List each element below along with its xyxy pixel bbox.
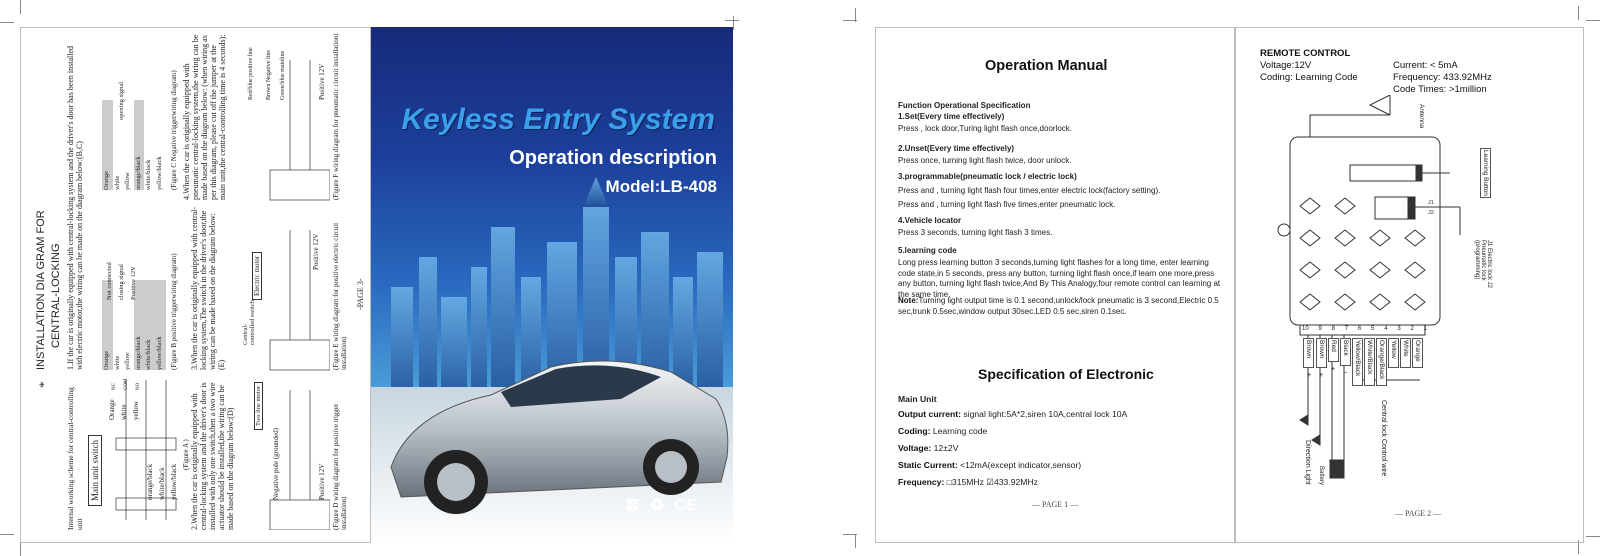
learning-button-label: Learning Button xyxy=(1482,150,1489,196)
label-closing-signal: closing signal xyxy=(118,264,125,300)
remote-control-title: REMOTE CONTROL xyxy=(1260,48,1351,59)
spec-frequency: Frequency: □315MHz ☑433.92MHz xyxy=(898,477,1038,487)
cover-model: Model:LB-408 xyxy=(605,177,717,196)
wire-table-c: Orange white yellow orange/black white/black yellow/black xyxy=(102,100,166,190)
sign-plus-1: + xyxy=(1307,372,1312,379)
ce-mark: CE xyxy=(674,497,697,514)
para-4: 4.When the car is originally equipped with pneumatic central-locking system,the wiring can be made based on the diagram below: (when wiring as per this diagram, please cut off the jumper at the main unit,the central-controlling time is 4 seconds): xyxy=(182,34,227,200)
crop-mark xyxy=(0,534,14,535)
positive-12v-d: Positive 12V xyxy=(318,463,326,500)
wire-table-b: Orange white yellow orange/black white/black yellow/black xyxy=(102,280,166,370)
para-2: 2.When the car is originally equipped with central-locking system and the driver's door is installed with only one switch,then a two wire actuator should be installed,the wiring can be made based on the diagram below:(D) xyxy=(190,382,235,530)
crop-mark xyxy=(1586,20,1600,21)
sign-plus-3: + xyxy=(1331,366,1336,373)
spec-voltage: Voltage: 12±2V xyxy=(898,443,959,453)
function-heading: Function Operational Specification xyxy=(898,101,1031,110)
page-1-number: — PAGE 1 — xyxy=(1032,500,1079,509)
wire-white-black-a: white/black xyxy=(158,467,166,500)
rc-current: Current: < 5mA xyxy=(1393,60,1458,71)
spec-coding: Coding: Learning code xyxy=(898,426,988,436)
battery-label: Battery xyxy=(1318,466,1324,486)
central-switch-label: Central-controlled switch xyxy=(242,300,256,345)
cover-panel xyxy=(371,27,733,543)
spec-title: Specification of Electronic xyxy=(978,366,1154,382)
main-unit-label: Main Unit xyxy=(898,394,937,404)
positive-12v-e: Positive 12V xyxy=(312,233,320,270)
crop-mark xyxy=(733,16,734,30)
section-2-title: 2.Unset(Every time effectively) xyxy=(898,144,1015,153)
antenna-label: Antenna xyxy=(1418,104,1425,129)
wire-yellow-black-a: yellow/black xyxy=(170,463,178,500)
section-1-body: Press , lock door,Turing light flash once,doorlock. xyxy=(898,124,1073,133)
para-3: 3.When the car is originally equipped with central-locking system,The switch in the driver's door,the wiring can be made based on the diagram below:(E) xyxy=(190,206,226,370)
wire-orange-a: Orange xyxy=(108,399,116,420)
bullet: * xyxy=(36,381,51,388)
figure-f-caption: (Figure F wiring diagram for pneumatic circuit installation) xyxy=(332,33,340,200)
cover-title: Keyless Entry System xyxy=(401,103,715,136)
weee-icon: ⊠ xyxy=(626,497,640,514)
label-not-connected: Not connected xyxy=(106,262,113,300)
crop-mark xyxy=(20,542,21,556)
crop-mark xyxy=(1578,6,1579,20)
rc-code-times: Code Times: >1million xyxy=(1393,84,1487,95)
figure-d-caption: (Figure D wiring diagram for positive trigger installation) xyxy=(332,403,348,530)
wire-label-4: Orange/Black xyxy=(1376,338,1387,386)
label-com: COM xyxy=(124,378,129,390)
wire-label-1: Orange xyxy=(1412,338,1423,368)
label-opening-signal: opening signal xyxy=(118,81,125,120)
section-1-title: 1.Set(Every time effectively) xyxy=(898,112,1005,121)
jumper-description: J1 Electric lock J2 Pneumatic lock (programming) xyxy=(1474,240,1492,289)
label-nc: NC xyxy=(112,383,117,390)
figure-e-caption: (Figure E wiring diagram for positive electric circuit installation) xyxy=(332,222,348,370)
wire-label-8: Red xyxy=(1328,338,1339,362)
negative-pole-label: Negative pole (grounded) xyxy=(272,428,280,500)
figure-def-diagram xyxy=(250,30,330,530)
wire-label-9: Brown xyxy=(1316,338,1327,368)
section-4-body: Press 3 seconds, turning light flash 3 times. xyxy=(898,228,1053,237)
wire-white-a: white xyxy=(120,404,128,420)
section-5-title: 5.learning code xyxy=(898,246,957,255)
j2-label: J2 xyxy=(1428,210,1434,216)
note xyxy=(898,296,1228,317)
figure-a-diagram xyxy=(106,370,181,530)
page-3-content xyxy=(22,28,370,540)
cover-subtitle: Operation description xyxy=(509,147,717,169)
page-3-rotated xyxy=(22,28,370,540)
wire-label-10: Brown xyxy=(1303,338,1314,368)
j1-label: J1 xyxy=(1428,200,1434,206)
note-text: Turning light output time is 0.1 second,unlock/lock pneumatic is 3 second,Electric 0.5 sec,trunk 0.5sec,window output 30sec.LED 0.5 sec,siren 0.1sec. xyxy=(898,296,1219,316)
recycle-icon: ♻ xyxy=(649,497,665,514)
green-blue-label: Green/blue mainline xyxy=(280,50,286,100)
crop-mark xyxy=(725,20,739,21)
wire-yellow-a: yellow xyxy=(132,400,140,420)
direction-light-label: Direction Light xyxy=(1304,440,1311,485)
main-unit-switch: Main unit switch xyxy=(88,435,102,506)
central-lock-label: Central lock Control wire xyxy=(1380,400,1387,477)
page-2-number: — PAGE 2 — xyxy=(1395,509,1442,518)
sign-minus: − xyxy=(1343,370,1348,377)
section-4-title: 4.Vehicle locator xyxy=(898,216,962,225)
spec-output-current: Output current: signal light:5A*2,siren 10A,central lock 10A xyxy=(898,409,1128,419)
wire-label-5: White/Black xyxy=(1364,338,1375,386)
brown-label: Brown Negative line xyxy=(266,50,272,100)
crop-mark xyxy=(843,534,857,535)
certification-marks xyxy=(626,495,697,515)
page-3-number: -PAGE 3- xyxy=(356,278,365,310)
red-blue-label: Red/blue positive line xyxy=(248,47,254,100)
section-5-body: Long press learning button 3 seconds,turning light flashes for a long time, enter learning code state,in 5 seconds, press any button, turning light flash once,if learn one more,press any button, turning light flash twice,And By This Analogy,four remote control can learning at the same time. xyxy=(898,258,1221,299)
section-3-body: Press and , turning light flash four times,enter electric lock(factory setting). xyxy=(898,186,1161,195)
section-3-title: 3.programmable(pneumatic lock / electric lock) xyxy=(898,172,1077,181)
figure-c-caption: (Figure C Negative triggerwiring diagram) xyxy=(170,70,178,190)
wire-label-7: Black xyxy=(1340,338,1351,366)
rc-coding: Coding: Learning Code xyxy=(1260,72,1358,83)
rc-voltage: Voltage:12V xyxy=(1260,60,1312,71)
electric-motor-label: Electric motor xyxy=(252,252,262,300)
section-3b-body: Press and , turning light flash five times,enter pneumatic lock. xyxy=(898,200,1116,209)
note-label: Note: xyxy=(898,296,919,305)
page-3-heading: INSTALLATION DIA GRAM FOR CENTRAL-LOCKING xyxy=(35,210,62,370)
figure-a-caption: (Figure A ) xyxy=(182,439,190,470)
label-no: NO xyxy=(136,382,141,390)
crop-mark xyxy=(0,22,14,23)
positive-12v-f: Positive 12V xyxy=(318,63,326,100)
wire-label-6: Yellow/Black xyxy=(1352,338,1363,386)
crop-mark xyxy=(1586,536,1600,537)
wire-orange-black-a: orange/black xyxy=(146,463,154,500)
crop-mark xyxy=(20,0,21,14)
label-positive-12v: Positive 12V xyxy=(130,266,137,300)
para-1: 1.If the car is originally equipped with central-locking system and the driver's door has been installed with electric motor,the wiring can be made on the diagram below:(B,C) xyxy=(66,45,84,370)
wire-label-3: Yellow xyxy=(1388,338,1399,368)
crop-mark xyxy=(843,20,857,21)
pin-row: 10 9 8 7 6 5 4 3 2 1 xyxy=(1302,326,1427,332)
section-2-body: Press once, turning light flash twice, door unlock. xyxy=(898,156,1072,165)
wire-label-2: White xyxy=(1400,338,1411,368)
operation-manual-title: Operation Manual xyxy=(985,58,1108,74)
rc-frequency: Frequency: 433.92MHz xyxy=(1393,72,1492,83)
sign-plus-2: + xyxy=(1319,372,1324,379)
figure-b-caption: (Figure B positive triggerwiring diagram) xyxy=(170,253,178,370)
spec-static-current: Static Current: <12mA(except indicator,sensor) xyxy=(898,460,1082,470)
crop-mark xyxy=(855,534,856,548)
internal-scheme: Internal working scheme for central-controlling unit xyxy=(66,387,84,530)
two-line-motor-label: Two line motor xyxy=(254,382,263,430)
